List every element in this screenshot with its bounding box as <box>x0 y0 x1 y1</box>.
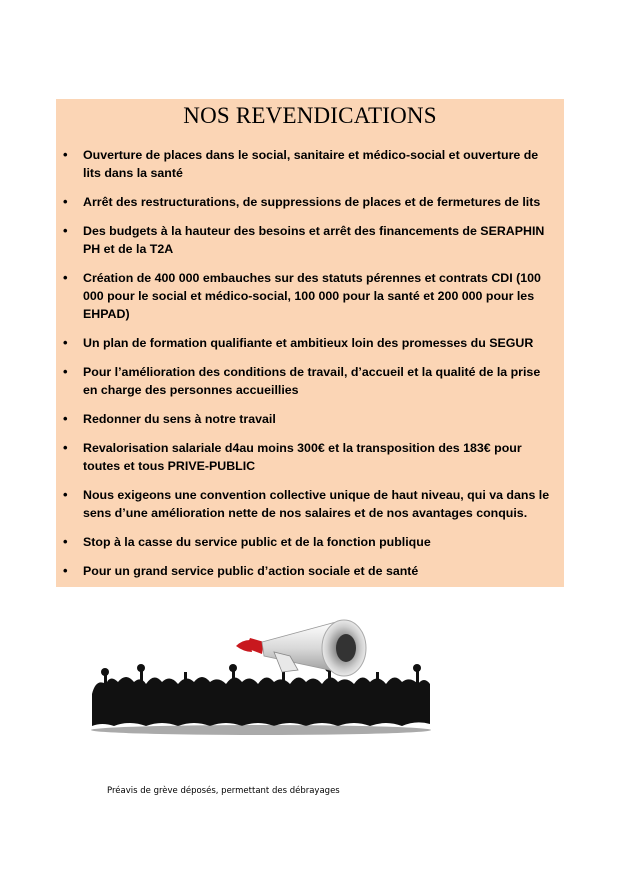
megaphone-icon <box>236 620 366 676</box>
list-item <box>56 193 564 211</box>
list-item <box>56 334 564 352</box>
bullet-icon: • <box>63 223 68 238</box>
list-item-text: Création de 400 000 embauches sur des statuts pérennes et contrats CDI (100 000 pour le social et médico-social, 100 000 pour la santé et 200 000 pour les EHPAD) <box>83 271 541 321</box>
list-item-text: Nous exigeons une convention collective unique de haut niveau, qui va dans le sens d’une amélioration nette de nos salaires et de nos avantages conquis. <box>83 488 550 520</box>
list-item <box>56 363 564 399</box>
bullet-icon: • <box>63 563 68 578</box>
bullet-icon: • <box>63 335 68 350</box>
strike-notice-footnote: Préavis de grève déposés, permettant des débrayages <box>107 786 340 796</box>
list-item <box>56 146 564 182</box>
list-item-text: Revalorisation salariale d4au moins 300€ et la transposition des 183€ pour toutes et tous PRIVE-PUBLIC <box>83 441 522 473</box>
bullet-icon: • <box>63 411 68 426</box>
bullet-icon: • <box>63 534 68 549</box>
list-item-text: Stop à la casse du service public et de la fonction publique <box>83 535 431 549</box>
list-item <box>56 410 564 428</box>
list-item <box>56 222 564 258</box>
list-item-text: Arrêt des restructurations, de suppressions de places et de fermetures de lits <box>83 195 541 209</box>
bullet-icon: • <box>63 487 68 502</box>
bullet-icon: • <box>63 364 68 379</box>
list-item <box>56 562 564 580</box>
list-item-text: Un plan de formation qualifiante et ambitieux loin des promesses du SEGUR <box>83 336 534 350</box>
page-title: NOS REVENDICATIONS <box>183 103 437 128</box>
list-item <box>56 533 564 551</box>
bullet-icon: • <box>63 440 68 455</box>
demands-list <box>56 146 564 591</box>
megaphone-crowd-illustration <box>86 612 486 757</box>
list-item <box>56 439 564 475</box>
list-item-text: Pour l’amélioration des conditions de travail, d’accueil et la qualité de la prise en charge des personnes accueillies <box>83 365 541 397</box>
crowd-silhouette-icon <box>92 664 430 726</box>
list-item <box>56 269 564 323</box>
list-item-text: Pour un grand service public d’action sociale et de santé <box>83 564 419 578</box>
list-item-text: Des budgets à la hauteur des besoins et arrêt des financements de SERAPHIN PH et de la T2A <box>83 224 545 256</box>
list-item-text: Redonner du sens à notre travail <box>83 412 276 426</box>
list-item <box>56 486 564 522</box>
bullet-icon: • <box>63 147 68 162</box>
list-item-text: Ouverture de places dans le social, sanitaire et médico-social et ouverture de lits dans la santé <box>83 148 539 180</box>
bullet-icon: • <box>63 194 68 209</box>
demands-box <box>56 99 564 587</box>
bullet-icon: • <box>63 270 68 285</box>
